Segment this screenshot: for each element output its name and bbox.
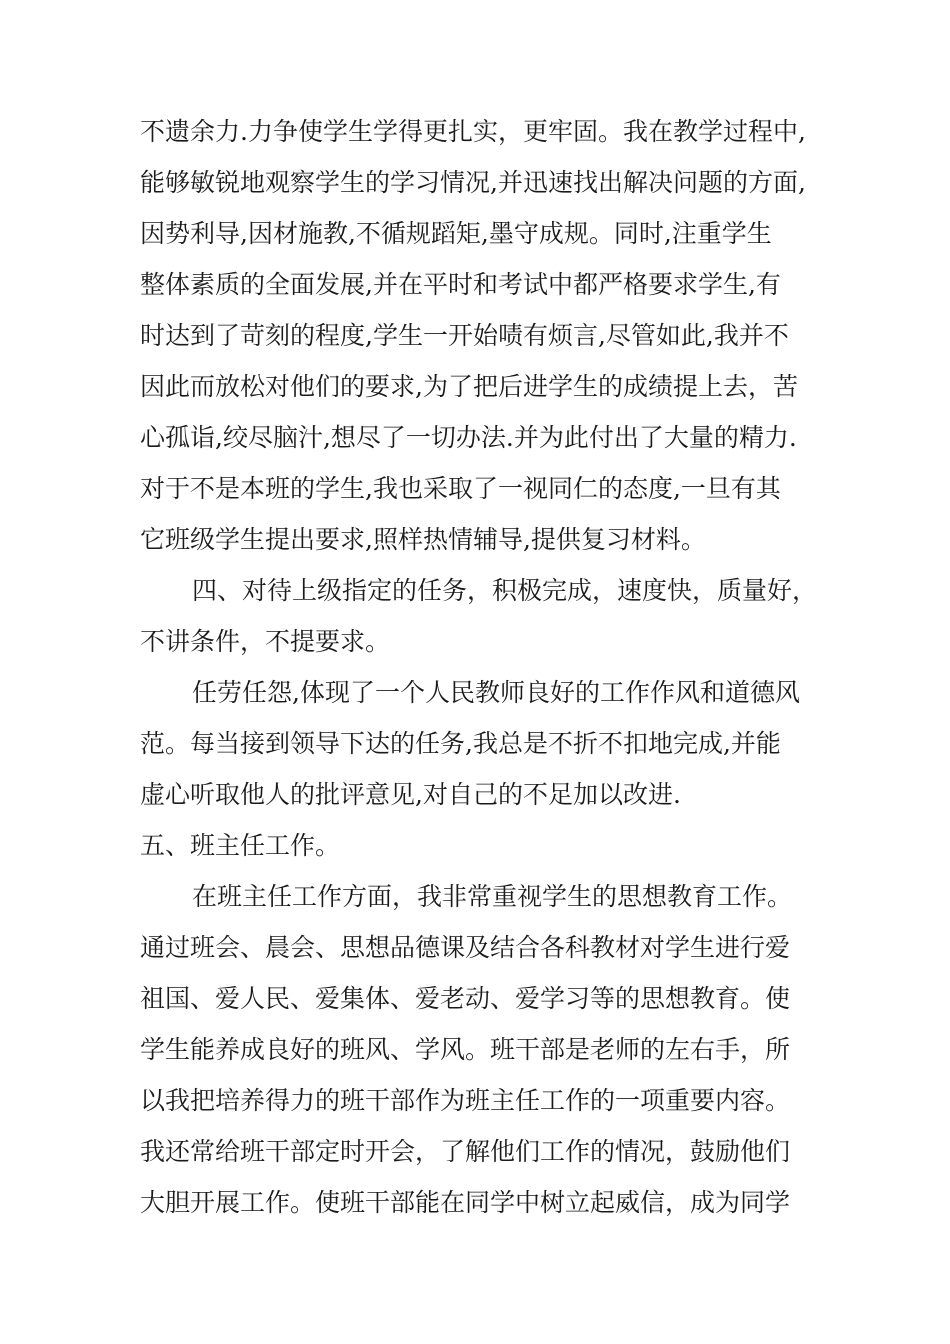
text-line: 不讲条件，不提要求。 xyxy=(140,627,391,656)
text-line: 能够敏锐地观察学生的学习情况,并迅速找出解决问题的方面, xyxy=(140,168,806,197)
text-line: 因此而放松对他们的要求,为了把后进学生的成绩提上去，苦 xyxy=(140,372,798,401)
section-heading-5: 五、班主任工作。 xyxy=(140,831,341,860)
text-line: 祖国、爱人民、爱集体、爱老动、爱学习等的思想教育。使 xyxy=(140,984,791,1013)
text-line: 它班级学生提出要求,照样热情辅导,提供复习材料。 xyxy=(140,525,706,554)
text-line: 对于不是本班的学生,我也采取了一视同仁的态度,一旦有其 xyxy=(140,474,781,503)
paragraph-start: 在班主任工作方面，我非常重视学生的思想教育工作。 xyxy=(192,882,793,911)
text-line: 因势利导,因材施教,不循规蹈矩,墨守成规。同时,注重学生 xyxy=(140,219,772,248)
text-line: 虚心听取他人的批评意见,对自己的不足加以改进. xyxy=(140,780,681,809)
section-heading-4: 四、对待上级指定的任务，积极完成，速度快，质量好， xyxy=(192,576,818,605)
text-line: 我还常给班干部定时开会，了解他们工作的情况，鼓励他们 xyxy=(140,1137,791,1166)
text-line: 整体素质的全面发展,并在平时和考试中都严格要求学生,有 xyxy=(140,270,781,299)
text-line: 以我把培养得力的班干部作为班主任工作的一项重要内容。 xyxy=(140,1086,791,1115)
text-line: 心孤诣,绞尽脑汁,想尽了一切办法.并为此付出了大量的精力. xyxy=(140,423,797,452)
text-line: 学生能养成良好的班风、学风。班干部是老师的左右手，所 xyxy=(140,1035,791,1064)
text-line: 通过班会、晨会、思想品德课及结合各科教材对学生进行爱 xyxy=(140,933,791,962)
text-line: 范。每当接到领导下达的任务,我总是不折不扣地完成,并能 xyxy=(140,729,781,758)
text-line: 不遗余力.力争使学生学得更扎实，更牢固。我在教学过程中, xyxy=(140,117,806,146)
paragraph-start: 任劳任怨,体现了一个人民教师良好的工作作风和道德风 xyxy=(192,678,800,707)
text-line: 大胆开展工作。使班干部能在同学中树立起威信，成为同学 xyxy=(140,1188,791,1217)
text-line: 时达到了苛刻的程度,学生一开始啧有烦言,尽管如此,我并不 xyxy=(140,321,789,350)
